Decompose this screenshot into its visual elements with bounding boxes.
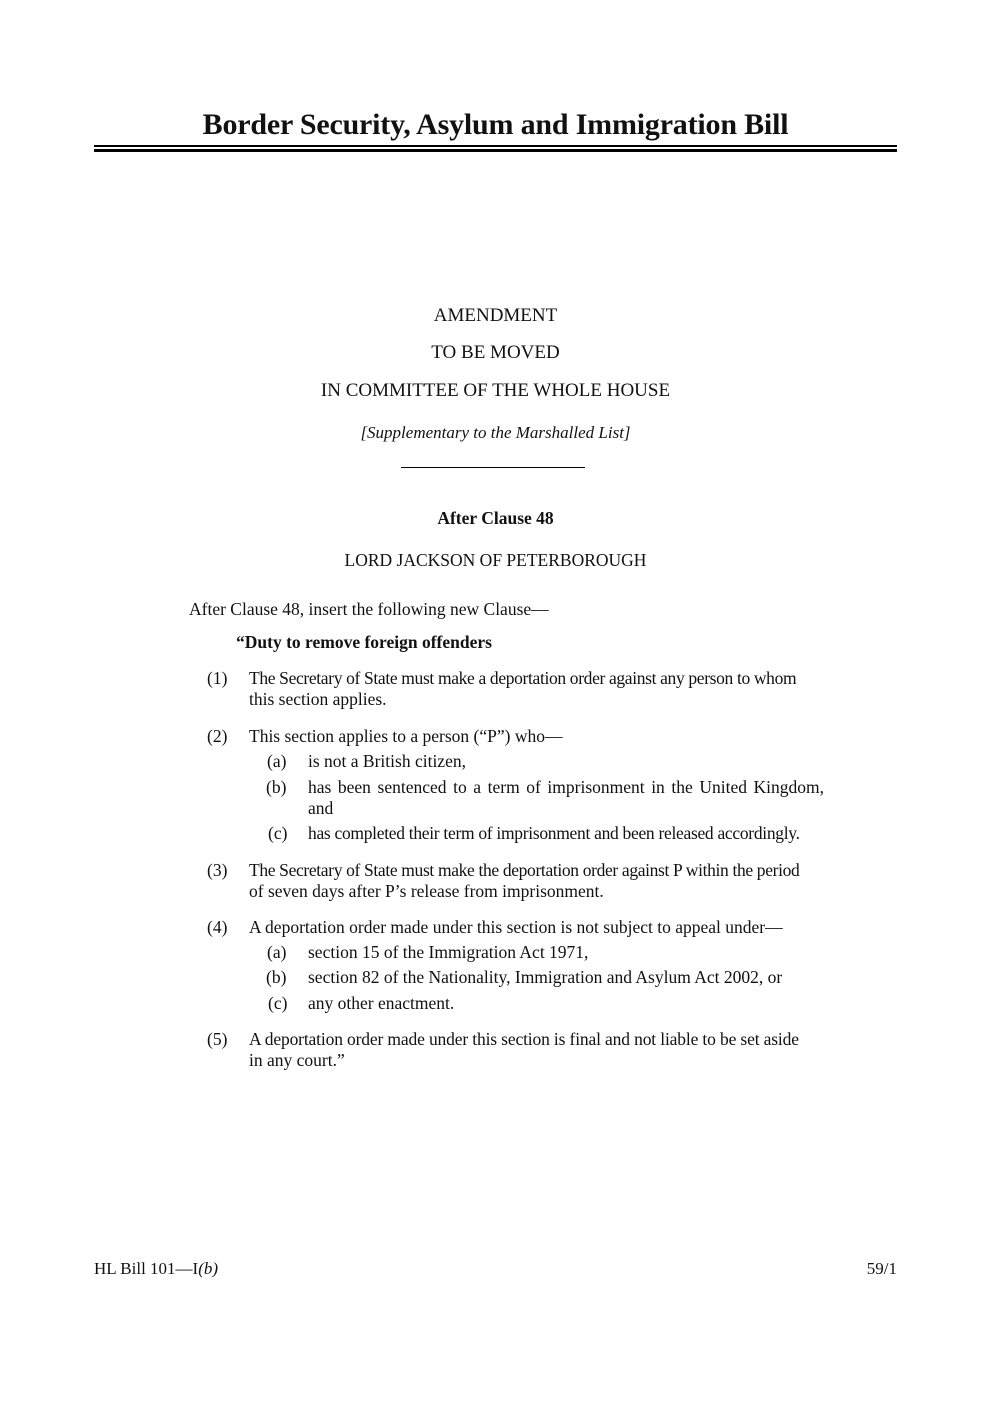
- subsection-number: (2): [207, 726, 228, 746]
- paragraph-number: (c): [268, 993, 288, 1013]
- subsection-text-line: of seven days after P’s release from imprisonment.: [249, 881, 604, 901]
- subsection-text-line: in any court.”: [249, 1050, 345, 1070]
- subsection-text-line: This section applies to a person (“P”) who—: [249, 726, 563, 746]
- page-reference: 59/1: [866, 1259, 897, 1278]
- subsection-text-line: The Secretary of State must make the deportation order against P within the period: [249, 860, 800, 880]
- paragraph-text-line: has been sentenced to a term of imprisonment in the United Kingdom,: [308, 777, 825, 797]
- bill-reference: [94, 1258, 218, 1280]
- paragraph-number: (c): [268, 823, 288, 843]
- paragraph-number: (a): [267, 751, 287, 771]
- subsection-text-line: A deportation order made under this section is final and not liable to be set aside: [249, 1029, 799, 1049]
- subsection-number: (1): [207, 668, 228, 688]
- paragraph-number: (a): [267, 942, 287, 962]
- mover-name: LORD JACKSON OF PETERBOROUGH: [344, 550, 647, 570]
- clause-heading: After Clause 48: [437, 508, 554, 528]
- paragraph-number: (b): [266, 967, 287, 987]
- new-clause-title: “Duty to remove foreign offenders: [236, 632, 492, 652]
- heading-committee: IN COMMITTEE OF THE WHOLE HOUSE: [320, 380, 671, 401]
- supplementary-note: [Supplementary to the Marshalled List]: [360, 423, 631, 442]
- paragraph-text-line: and: [308, 798, 334, 818]
- bill-reference-suffix: (b): [198, 1259, 219, 1278]
- paragraph-text-line: section 82 of the Nationality, Immigration and Asylum Act 2002, or: [308, 967, 783, 987]
- paragraph-text-line: is not a British citizen,: [308, 751, 466, 771]
- paragraph-text-line: has completed their term of imprisonment and been released accordingly.: [308, 823, 800, 843]
- amendment-instruction: After Clause 48, insert the following new Clause—: [189, 599, 549, 619]
- subsection-number: (5): [207, 1029, 228, 1049]
- title-rule-thin: [94, 145, 897, 147]
- section-divider: [401, 467, 585, 468]
- subsection-number: (3): [207, 860, 228, 880]
- bill-title: Border Security, Asylum and Immigration Bill: [202, 108, 789, 141]
- subsection-text-line: A deportation order made under this section is not subject to appeal under—: [249, 917, 783, 937]
- subsection-text-line: The Secretary of State must make a deportation order against any person to whom: [249, 668, 797, 688]
- subsection-text-line: this section applies.: [249, 689, 387, 709]
- heading-to-be-moved: TO BE MOVED: [431, 342, 560, 363]
- paragraph-text-line: section 15 of the Immigration Act 1971,: [308, 942, 589, 962]
- paragraph-text-line: any other enactment.: [308, 993, 455, 1013]
- title-rule-thick: [94, 149, 897, 152]
- heading-amendment: AMENDMENT: [433, 305, 558, 326]
- paragraph-number: (b): [266, 777, 287, 797]
- subsection-number: (4): [207, 917, 228, 937]
- bill-reference-prefix: HL Bill 101—I: [94, 1259, 199, 1278]
